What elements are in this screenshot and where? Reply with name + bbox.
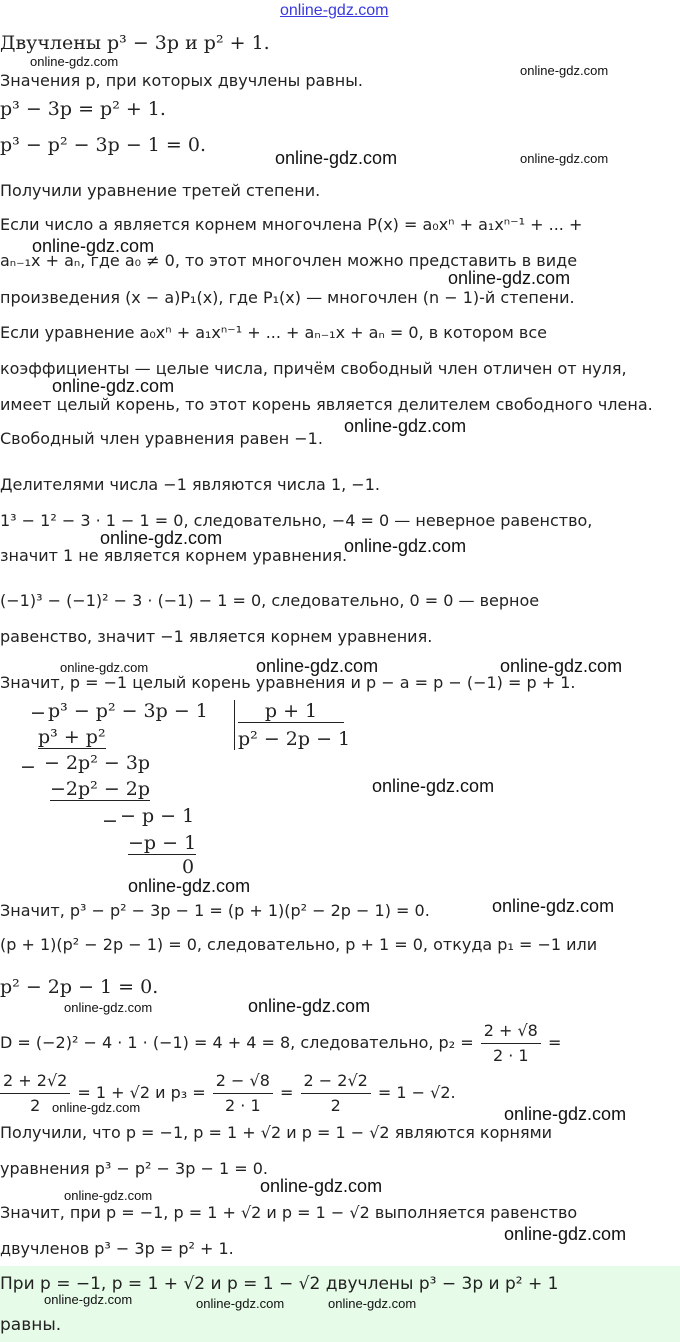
watermark-link-top[interactable]: online-gdz.com — [280, 2, 389, 19]
text-line-18: Значит, p = −1 целый корень уравнения и p − a = p − (−1) = p + 1. — [0, 673, 576, 692]
text-line-10: коэффициенты — целые числа, причём свободный член отличен от нуля, — [0, 359, 627, 378]
watermark: online-gdz.com — [196, 1296, 285, 1311]
watermark: online-gdz.com — [100, 528, 223, 548]
fraction-numerator: 2 + √8 — [481, 1019, 541, 1044]
division-divisor: p + 1 — [238, 700, 344, 723]
text-line-9: Если уравнение a₀xⁿ + a₁xⁿ⁻¹ + ... + aₙ₋₁x + aₙ = 0, в котором все — [0, 323, 547, 342]
text-line-25: уравнения p³ − p² − 3p − 1 = 0. — [0, 1159, 268, 1178]
watermark: online-gdz.com — [448, 268, 571, 288]
p2-result-text: = 1 + √2 и p₃ = — [77, 1083, 206, 1102]
text-line-26: Значит, при p = −1, p = 1 + √2 и p = 1 − √2 выполняется равенство — [0, 1203, 578, 1222]
watermark: online-gdz.com — [372, 776, 495, 796]
watermark: online-gdz.com — [344, 536, 467, 556]
text-line-21: p² − 2p − 1 = 0. — [0, 976, 159, 998]
watermark: online-gdz.com — [30, 54, 119, 69]
text-line-17: равенство, значит −1 является корнем уравнения. — [0, 627, 433, 646]
text-line-20: (p + 1)(p² − 2p − 1) = 0, следовательно, p + 1 = 0, откуда p₁ = −1 или — [0, 935, 598, 954]
division-step-1: p³ + p² — [38, 726, 106, 748]
division-step-3: −p − 1 — [128, 832, 197, 854]
text-line-13: Делителями числа −1 являются числа 1, −1. — [0, 475, 380, 494]
division-step-2: −2p² − 2p — [50, 778, 151, 800]
watermark: online-gdz.com — [275, 148, 398, 168]
watermark: online-gdz.com — [328, 1296, 417, 1311]
answer-line-2: равны. — [0, 1315, 62, 1335]
fraction-numerator: 2 + 2√2 — [0, 1069, 70, 1094]
text-line-22 — [0, 1018, 561, 1068]
text-line-2: Значения p, при которых двучлены равны. — [0, 71, 363, 90]
watermark: online-gdz.com — [500, 656, 623, 676]
watermark: online-gdz.com — [520, 151, 609, 166]
division-remainder-3: 0 — [182, 856, 195, 878]
watermark: online-gdz.com — [32, 236, 155, 256]
equals-sign: = — [280, 1083, 294, 1102]
watermark: online-gdz.com — [344, 416, 467, 436]
fraction-p3-a — [213, 1069, 273, 1118]
text-line-8: произведения (x − a)P₁(x), где P₁(x) — многочлен (n − 1)-й степени. — [0, 288, 575, 307]
watermark: online-gdz.com — [60, 660, 149, 675]
discriminant-text: D = (−2)² − 4 · 1 · (−1) = 4 + 4 = 8, следовательно, p₂ = — [0, 1033, 474, 1052]
watermark: online-gdz.com — [492, 896, 615, 916]
answer-line-1: При p = −1, p = 1 + √2 и p = 1 − √2 двучлены p³ − 3p и p² + 1 — [0, 1274, 559, 1294]
fraction-denominator: 2 · 1 — [492, 1046, 529, 1065]
text-line-24: Получили, что p = −1, p = 1 + √2 и p = 1 − √2 являются корнями — [0, 1123, 553, 1142]
fraction-numerator: 2 − 2√2 — [301, 1069, 371, 1094]
text-line-4: p³ − p² − 3p − 1 = 0. — [0, 134, 207, 156]
watermark: online-gdz.com — [504, 1224, 627, 1244]
division-remainder-2: − p − 1 — [120, 805, 195, 827]
fraction-denominator: 2 — [30, 1096, 41, 1115]
division-minus-2: − — [20, 756, 36, 778]
division-quotient: p² − 2p − 1 — [238, 728, 351, 750]
watermark: online-gdz.com — [64, 1000, 153, 1015]
text-line-7: aₙ₋₁x + aₙ, где a₀ ≠ 0, то этот многочлен можно представить в виде — [0, 251, 578, 270]
watermark: online-gdz.com — [248, 996, 371, 1016]
watermark: online-gdz.com — [64, 1188, 153, 1203]
division-remainder-1: − 2p² − 3p — [44, 752, 151, 774]
text-line-19: Значит, p³ − p² − 3p − 1 = (p + 1)(p² − 2p − 1) = 0. — [0, 901, 430, 920]
text-line-11: имеет целый корень, то этот корень является делителем свободного члена. — [0, 395, 653, 414]
text-line-6: Если число a является корнем многочлена P(x) = a₀xⁿ + a₁xⁿ⁻¹ + ... + — [0, 215, 583, 234]
equals-sign: = — [547, 1033, 562, 1052]
division-minus-1: − — [30, 702, 46, 724]
watermark: online-gdz.com — [52, 376, 175, 396]
watermark: online-gdz.com — [260, 1176, 383, 1196]
fraction-denominator: 2 · 1 — [225, 1096, 261, 1115]
p3-result-text: = 1 − √2. — [377, 1083, 456, 1102]
division-bracket-line — [234, 700, 235, 750]
division-minus-3: − — [102, 810, 118, 832]
watermark: online-gdz.com — [128, 876, 251, 896]
division-dividend: p³ − p² − 3p − 1 — [48, 700, 208, 722]
fraction-denominator: 2 — [330, 1096, 341, 1115]
watermark: online-gdz.com — [504, 1104, 627, 1124]
text-line-1: Двучлены p³ − 3p и p² + 1. — [0, 32, 270, 54]
text-line-16: (−1)³ − (−1)² − 3 · (−1) − 1 = 0, следовательно, 0 = 0 — верное — [0, 591, 540, 610]
fraction-p2-a — [481, 1019, 541, 1068]
watermark: online-gdz.com — [256, 656, 379, 676]
text-line-3: p³ − 3p = p² + 1. — [0, 98, 166, 120]
text-line-27: двучленов p³ − 3p = p² + 1. — [0, 1239, 234, 1258]
watermark: online-gdz.com — [520, 63, 609, 78]
text-line-14: 1³ − 1² − 3 · 1 − 1 = 0, следовательно, −4 = 0 — неверное равенство, — [0, 511, 593, 530]
text-line-12: Свободный член уравнения равен −1. — [0, 429, 323, 448]
fraction-numerator: 2 − √8 — [213, 1069, 273, 1094]
fraction-p3-b — [301, 1069, 371, 1118]
watermark: online-gdz.com — [44, 1292, 133, 1307]
text-line-15: значит 1 не является корнем уравнения. — [0, 546, 348, 565]
watermark: online-gdz.com — [52, 1100, 141, 1115]
text-line-5: Получили уравнение третей степени. — [0, 181, 321, 200]
